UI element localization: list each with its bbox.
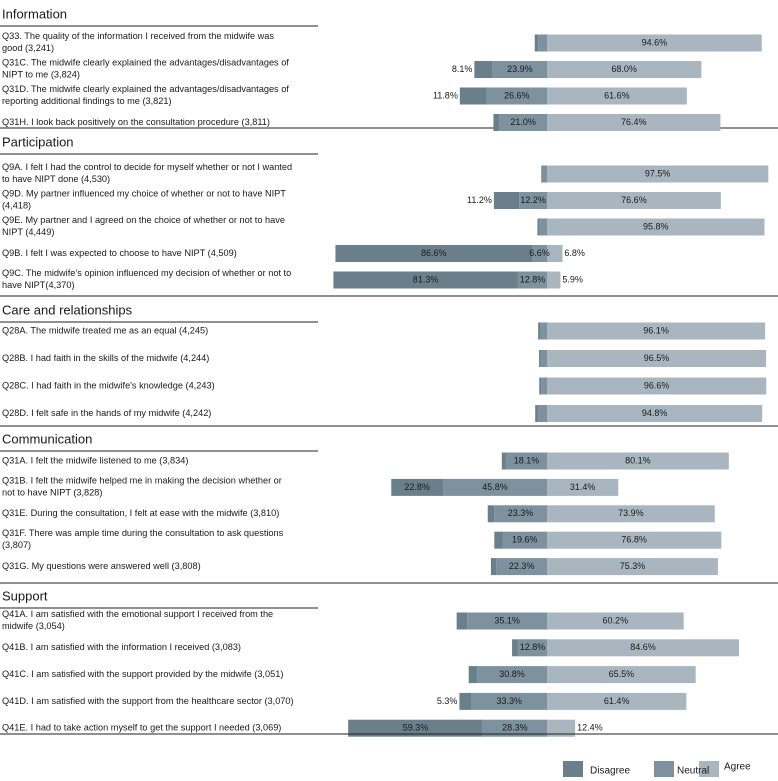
question-label: Q31H. I look back positively on the consultation procedure (3,811) bbox=[2, 116, 270, 127]
data-label-agree: 6.8% bbox=[564, 247, 585, 258]
question-label: Q41E. I had to take action myself to get the support I needed (3,069) bbox=[2, 722, 282, 733]
data-label-disagree: 11.2% bbox=[467, 194, 492, 205]
question-label: Q28B. I had faith in the skills of the midwife (4,244) bbox=[2, 352, 210, 363]
question-label: midwife (3,054) bbox=[2, 620, 65, 631]
data-label-disagree: 5.3% bbox=[436, 695, 458, 706]
question-label: Q9A. I felt I had the control to decide for myself whether or not I wanted bbox=[2, 161, 293, 172]
question-label: Q41D. I am satisfied with the support from the healthcare sector (3,070) bbox=[2, 695, 294, 706]
question-label: Q31F. There was ample time during the consultation to ask questions bbox=[2, 528, 284, 539]
question-label: have NIPT(4,370) bbox=[2, 279, 75, 290]
data-label-agree: 76.4% bbox=[620, 116, 647, 127]
bar-neutral bbox=[541, 378, 547, 395]
bar-disagree bbox=[539, 350, 541, 367]
bar-neutral bbox=[538, 405, 547, 422]
section-title-support: Support bbox=[2, 588, 48, 604]
legend-label-disagree: Disagree bbox=[590, 765, 631, 777]
data-label-agree: 75.3% bbox=[619, 560, 646, 571]
data-label-disagree: 81.3% bbox=[412, 274, 439, 285]
question-label: Q9D. My partner influenced my choice of whether or not to have NIPT bbox=[2, 188, 286, 199]
data-label-agree: 61.6% bbox=[604, 90, 630, 101]
question-label: reporting additional findings to me (3,821) bbox=[2, 95, 172, 106]
section-title-care-and-relationships: Care and relationships bbox=[2, 302, 133, 318]
legend-swatch-disagree bbox=[563, 761, 583, 777]
question-label: Q31D. The midwife clearly explained the advantages/disadvantages of bbox=[2, 83, 289, 94]
data-label-agree: 84.6% bbox=[630, 642, 656, 653]
question-label: Q31G. My questions were answered well (3,808) bbox=[2, 561, 201, 572]
bar-neutral bbox=[541, 350, 547, 367]
data-label-agree: 61.4% bbox=[603, 695, 630, 706]
bar-disagree bbox=[459, 693, 471, 710]
bar-disagree bbox=[491, 558, 496, 575]
data-label-agree: 96.6% bbox=[643, 380, 670, 391]
data-label-disagree: 86.6% bbox=[420, 247, 447, 258]
question-label: good (3,241) bbox=[2, 42, 55, 53]
question-label: Q33. The quality of the information I received from the midwife was bbox=[2, 30, 275, 41]
data-label-agree: 12.4% bbox=[577, 722, 603, 733]
section-title-participation: Participation bbox=[2, 134, 74, 150]
data-label-neutral: 12.8% bbox=[519, 642, 546, 653]
bar-disagree bbox=[502, 453, 506, 470]
data-label-disagree: 59.3% bbox=[402, 722, 429, 733]
data-label-neutral: 35.1% bbox=[494, 615, 520, 626]
data-label-agree: 97.5% bbox=[644, 168, 671, 179]
bar-neutral bbox=[542, 166, 547, 183]
data-label-neutral: 6.6% bbox=[529, 247, 550, 258]
data-label-neutral: 30.8% bbox=[499, 668, 525, 679]
question-label: (4,418) bbox=[2, 200, 32, 211]
legend-label-neutral: Neutral bbox=[677, 765, 710, 777]
bar-disagree bbox=[539, 378, 541, 395]
data-label-agree: 80.1% bbox=[625, 455, 651, 466]
legend-label-agree: Agree bbox=[724, 761, 751, 773]
data-label-neutral: 19.6% bbox=[511, 534, 538, 545]
bar-disagree bbox=[488, 505, 494, 522]
question-label: (3,807) bbox=[2, 540, 32, 551]
data-label-agree: 31.4% bbox=[569, 481, 596, 492]
bar-disagree bbox=[494, 532, 502, 549]
bar-neutral bbox=[538, 35, 547, 52]
data-label-agree: 5.9% bbox=[562, 274, 583, 285]
bar-disagree bbox=[512, 639, 518, 656]
data-label-neutral: 23.9% bbox=[507, 63, 533, 74]
data-label-neutral: 33.3% bbox=[496, 695, 522, 706]
data-label-agree: 76.6% bbox=[621, 194, 647, 205]
data-label-agree: 96.5% bbox=[643, 352, 670, 363]
bar-disagree bbox=[537, 219, 539, 236]
question-label: Q28D. I felt safe in the hands of my midwife (4,242) bbox=[2, 407, 212, 418]
bar-disagree bbox=[535, 405, 538, 422]
section-title-information: Information bbox=[2, 6, 68, 22]
legend-swatch-neutral bbox=[654, 761, 674, 777]
bar-disagree bbox=[474, 61, 492, 78]
question-label: NIPT (4,449) bbox=[2, 226, 55, 237]
question-label: Q9E. My partner and I agreed on the choice of whether or not to have bbox=[2, 214, 285, 225]
question-label: not to have NIPT (3,828) bbox=[2, 487, 103, 498]
bar-neutral bbox=[540, 219, 547, 236]
data-label-neutral: 18.1% bbox=[513, 455, 540, 466]
bar-neutral bbox=[540, 323, 547, 340]
question-label: Q31A. I felt the midwife listened to me (3,834) bbox=[2, 455, 189, 466]
section-title-communication: Communication bbox=[2, 431, 93, 447]
question-label: Q28C. I had faith in the midwife's knowledge (4,243) bbox=[2, 380, 215, 391]
data-label-disagree: 8.1% bbox=[451, 63, 473, 74]
question-label: Q41A. I am satisfied with the emotional support I received from the bbox=[2, 608, 274, 619]
data-label-neutral: 28.3% bbox=[502, 722, 528, 733]
question-label: Q31E. During the consultation, I felt at ease with the midwife (3,810) bbox=[2, 508, 280, 519]
data-label-agree: 60.2% bbox=[602, 615, 629, 626]
question-label: Q9C. The midwife’s opinion influenced my decision of whether or not to bbox=[2, 267, 292, 278]
question-label: Q41B. I am satisfied with the information I received (3,083) bbox=[2, 642, 241, 653]
data-label-agree: 94.8% bbox=[641, 407, 668, 418]
data-label-disagree: 11.8% bbox=[432, 90, 458, 101]
bar-disagree bbox=[493, 114, 499, 131]
bar-disagree bbox=[460, 88, 487, 105]
data-label-disagree: 22.8% bbox=[404, 481, 430, 492]
question-label: Q31C. The midwife clearly explained the advantages/disadvantages of bbox=[2, 57, 289, 68]
question-label: Q31B. I felt the midwife helped me in making the decision whether or bbox=[2, 475, 282, 486]
data-label-neutral: 21.0% bbox=[510, 116, 536, 127]
question-label: to have NIPT done (4,530) bbox=[2, 173, 111, 184]
data-label-neutral: 22.3% bbox=[508, 560, 535, 571]
bar-disagree bbox=[494, 192, 519, 209]
data-label-agree: 73.9% bbox=[618, 508, 644, 519]
question-label: Q41C. I am satisfied with the support provided by the midwife (3,051) bbox=[2, 669, 284, 680]
data-label-agree: 94.6% bbox=[641, 37, 668, 48]
bar-disagree bbox=[541, 166, 542, 183]
bar-disagree bbox=[469, 666, 477, 683]
data-label-neutral: 45.8% bbox=[482, 481, 508, 492]
data-label-neutral: 12.2% bbox=[520, 194, 546, 205]
data-label-agree: 95.8% bbox=[642, 221, 669, 232]
question-label: Q28A. The midwife treated me as an equal (4,245) bbox=[2, 325, 209, 336]
data-label-agree: 65.5% bbox=[608, 668, 635, 679]
bar-agree bbox=[547, 272, 560, 289]
question-label: NIPT to me (3,824) bbox=[2, 69, 80, 80]
bar-disagree bbox=[535, 35, 538, 52]
bar-disagree bbox=[457, 613, 468, 630]
question-label: Q9B. I felt I was expected to choose to have NIPT (4,509) bbox=[2, 247, 237, 258]
data-label-neutral: 12.8% bbox=[519, 274, 546, 285]
data-label-neutral: 26.6% bbox=[504, 90, 530, 101]
bar-disagree bbox=[538, 323, 540, 340]
data-label-agree: 96.1% bbox=[643, 325, 669, 336]
data-label-neutral: 23.3% bbox=[507, 508, 534, 519]
data-label-agree: 68.0% bbox=[611, 63, 637, 74]
data-label-agree: 76.8% bbox=[621, 534, 647, 545]
